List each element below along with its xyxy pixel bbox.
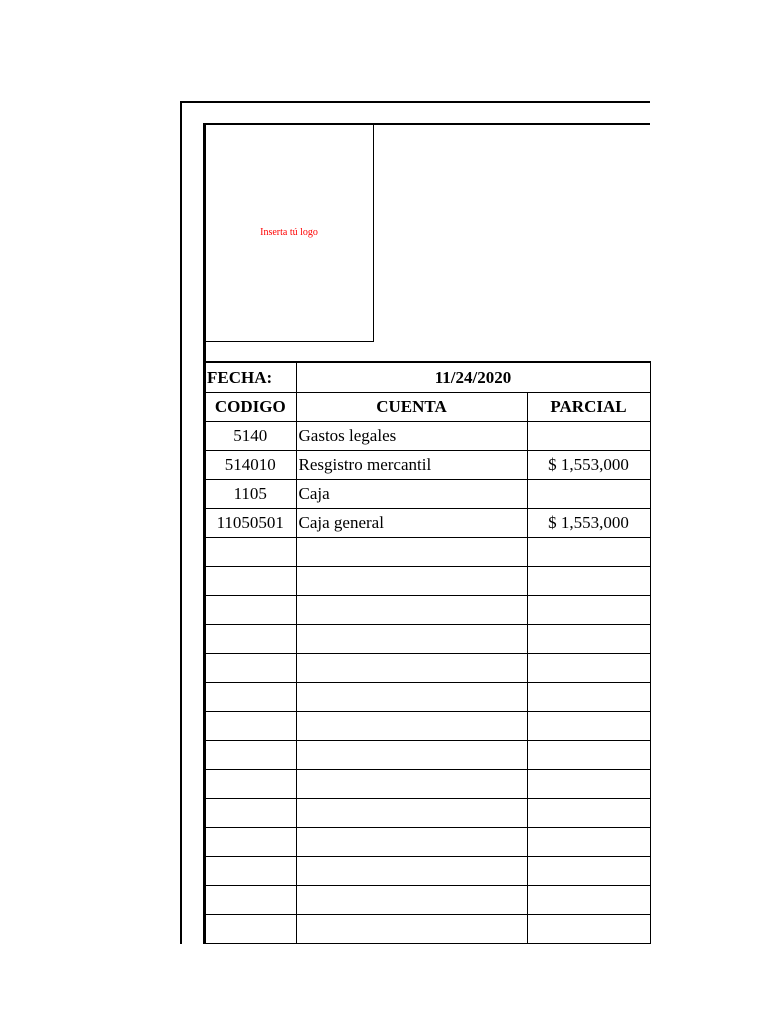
fecha-value: 11/24/2020 (296, 362, 650, 393)
cuenta-cell (296, 712, 527, 741)
parcial-cell (527, 567, 650, 596)
parcial-cell (527, 712, 650, 741)
codigo-cell (205, 654, 296, 683)
table-row (205, 509, 650, 538)
logo-placeholder-box (205, 124, 374, 342)
cuenta-cell (296, 828, 527, 857)
parcial-cell (527, 828, 650, 857)
codigo-cell (205, 915, 296, 944)
parcial-cell (527, 654, 650, 683)
table-row (205, 886, 650, 915)
fecha-label: FECHA: (205, 362, 296, 393)
parcial-cell: $ 1,553,000 (527, 451, 650, 480)
accounting-entry-table (205, 361, 651, 944)
codigo-cell (205, 712, 296, 741)
table-row (205, 712, 650, 741)
cuenta-cell (296, 683, 527, 712)
table-row (205, 654, 650, 683)
parcial-cell (527, 422, 650, 451)
codigo-cell: 11050501 (205, 509, 296, 538)
cuenta-cell: Caja (296, 480, 527, 509)
parcial-cell (527, 625, 650, 654)
codigo-cell (205, 799, 296, 828)
cuenta-cell: Resgistro mercantil (296, 451, 527, 480)
parcial-cell: $ 1,553,000 (527, 509, 650, 538)
table-row (205, 451, 650, 480)
parcial-cell (527, 915, 650, 944)
codigo-cell (205, 596, 296, 625)
table-row (205, 683, 650, 712)
parcial-cell (527, 770, 650, 799)
codigo-cell (205, 683, 296, 712)
table-row (205, 538, 650, 567)
codigo-cell: 5140 (205, 422, 296, 451)
outer-frame-left-line (180, 101, 182, 944)
cuenta-cell (296, 770, 527, 799)
parcial-cell (527, 741, 650, 770)
table-row (205, 770, 650, 799)
codigo-cell (205, 741, 296, 770)
cuenta-cell (296, 886, 527, 915)
parcial-cell (527, 886, 650, 915)
codigo-cell (205, 828, 296, 857)
column-header-row (205, 393, 650, 422)
cuenta-cell (296, 596, 527, 625)
codigo-cell: 514010 (205, 451, 296, 480)
cuenta-cell (296, 538, 527, 567)
date-row (205, 362, 650, 393)
cuenta-column-header: CUENTA (296, 393, 527, 422)
cuenta-cell: Caja general (296, 509, 527, 538)
codigo-cell (205, 625, 296, 654)
table-row (205, 857, 650, 886)
parcial-cell (527, 596, 650, 625)
parcial-cell (527, 538, 650, 567)
codigo-cell (205, 567, 296, 596)
cuenta-cell (296, 857, 527, 886)
codigo-column-header: CODIGO (205, 393, 296, 422)
table-row (205, 480, 650, 509)
parcial-cell (527, 857, 650, 886)
codigo-cell: 1105 (205, 480, 296, 509)
codigo-cell (205, 857, 296, 886)
cuenta-cell (296, 915, 527, 944)
parcial-cell (527, 683, 650, 712)
parcial-cell (527, 799, 650, 828)
logo-placeholder-text: Inserta tú logo (260, 227, 318, 238)
codigo-cell (205, 886, 296, 915)
table-row (205, 625, 650, 654)
outer-frame-top-line (180, 101, 650, 103)
cuenta-cell (296, 654, 527, 683)
cuenta-cell (296, 567, 527, 596)
table-row (205, 799, 650, 828)
table-row (205, 422, 650, 451)
table-row (205, 828, 650, 857)
table-row (205, 596, 650, 625)
parcial-cell (527, 480, 650, 509)
cuenta-cell (296, 799, 527, 828)
codigo-cell (205, 770, 296, 799)
cuenta-cell (296, 625, 527, 654)
cuenta-cell (296, 741, 527, 770)
table-row (205, 915, 650, 944)
table-row (205, 741, 650, 770)
cuenta-cell: Gastos legales (296, 422, 527, 451)
codigo-cell (205, 538, 296, 567)
parcial-column-header: PARCIAL (527, 393, 650, 422)
table-row (205, 567, 650, 596)
